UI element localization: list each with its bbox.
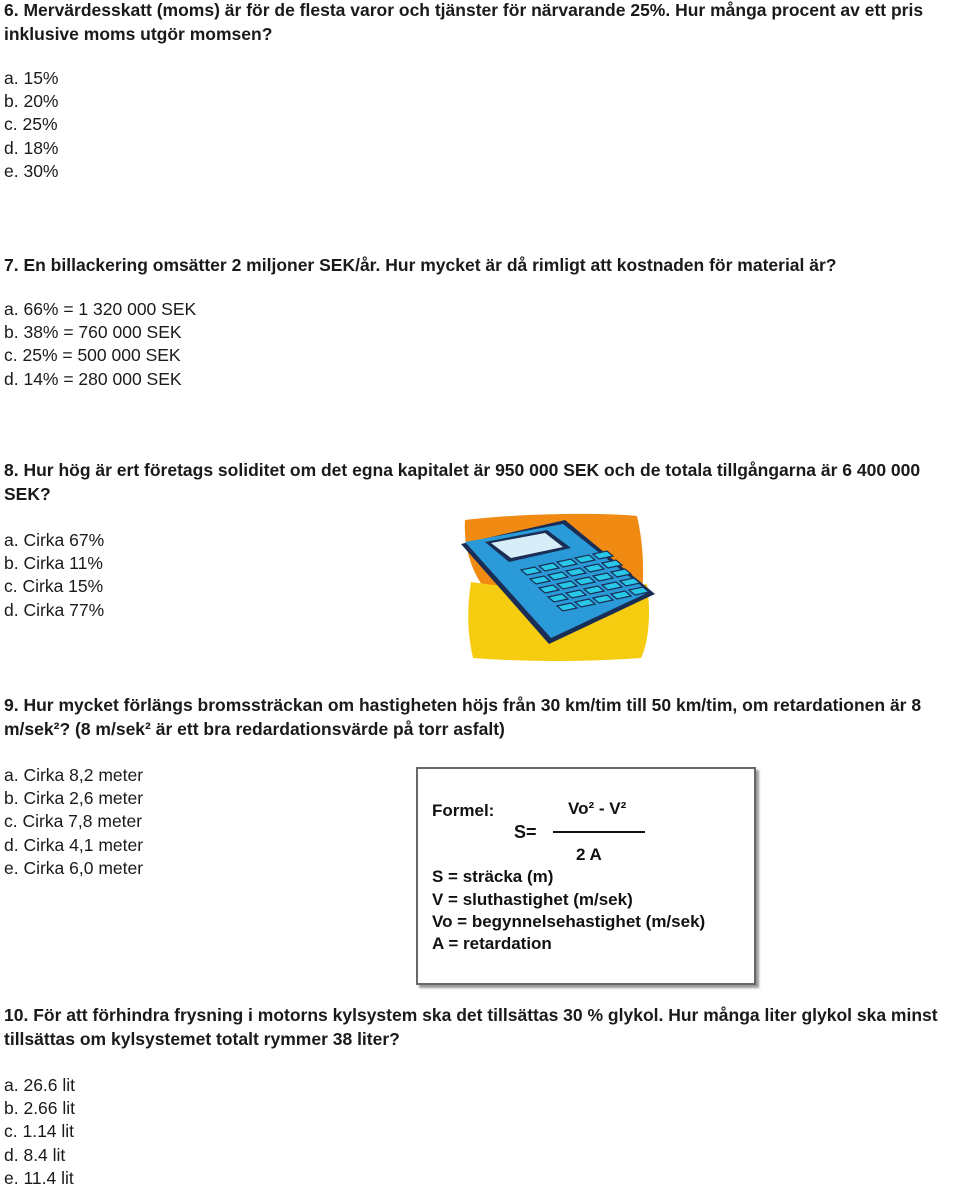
option-8d: d. Cirka 77% xyxy=(4,599,105,620)
formula-def-s: S = sträcka (m) xyxy=(432,867,554,886)
fraction-line xyxy=(553,831,645,833)
option-9e: e. Cirka 6,0 meter xyxy=(4,857,144,878)
question-9-options xyxy=(4,764,143,880)
formula-def-a: A = retardation xyxy=(432,934,552,953)
formula-numerator: Vo² - V² xyxy=(568,799,627,818)
option-6c: c. 25% xyxy=(4,114,58,135)
option-9b: b. Cirka 2,6 meter xyxy=(4,788,144,809)
option-6b: b. 20% xyxy=(4,91,59,112)
option-9d: d. Cirka 4,1 meter xyxy=(4,834,144,855)
option-10e: e. 11.4 lit xyxy=(4,1167,74,1188)
question-7-options xyxy=(4,298,196,391)
option-10b: b. 2.66 lit xyxy=(4,1098,76,1119)
formula-heading: Formel: xyxy=(432,801,495,820)
question-7-title: 7. En billackering omsätter 2 miljoner SEK/år. Hur mycket är då rimligt att kostnaden för material är? xyxy=(4,255,837,275)
question-8-title: 8. Hur hög är ert företags soliditet om det egna kapitalet är 950 000 SEK och de totala tillgångarna är 6 400 000 SEK? xyxy=(4,460,921,504)
option-10a: a. 26.6 lit xyxy=(4,1075,76,1095)
option-6d: d. 18% xyxy=(4,137,59,158)
option-8a: a. Cirka 67% xyxy=(4,530,105,550)
option-8b: b. Cirka 11% xyxy=(4,553,103,574)
question-6-options xyxy=(4,67,58,183)
option-7c: c. 25% = 500 000 SEK xyxy=(4,345,181,366)
question-6-title: 6. Mervärdesskatt (moms) är för de flesta varor och tjänster för närvarande 25%. Hur många procent av ett pris inklusive moms utgör momsen? xyxy=(4,0,924,44)
question-10-title: 10. För att förhindra frysning i motorns kylsystem ska det tillsättas 30 % glykol. Hur många liter glykol ska minst tillsättas om kylsystemet totalt rymmer 38 liter? xyxy=(4,1005,938,1049)
option-7d: d. 14% = 280 000 SEK xyxy=(4,368,182,389)
question-10-options xyxy=(4,1074,75,1190)
formula-box xyxy=(416,767,756,985)
option-7a: a. 66% = 1 320 000 SEK xyxy=(4,299,197,319)
option-10d: d. 8.4 lit xyxy=(4,1144,66,1165)
option-6a: a. 15% xyxy=(4,68,59,88)
option-10c: c. 1.14 lit xyxy=(4,1121,75,1142)
formula-def-v: V = sluthastighet (m/sek) xyxy=(432,890,633,909)
formula-def-vo: Vo = begynnelsehastighet (m/sek) xyxy=(432,912,706,931)
question-9-title: 9. Hur mycket förlängs bromssträckan om hastigheten höjs från 30 km/tim till 50 km/tim, om retardationen är 8 m/sek²? (8 m/sek² är ett bra redardationsvärde på torr asfalt) xyxy=(4,695,922,739)
formula-lhs: S= xyxy=(514,822,537,842)
option-6e: e. 30% xyxy=(4,160,59,181)
question-8-options xyxy=(4,529,104,622)
option-8c: c. Cirka 15% xyxy=(4,576,104,597)
option-9c: c. Cirka 7,8 meter xyxy=(4,811,143,832)
option-7b: b. 38% = 760 000 SEK xyxy=(4,322,182,343)
formula-denominator: 2 A xyxy=(576,845,602,864)
calculator-icon xyxy=(455,512,663,664)
option-9a: a. Cirka 8,2 meter xyxy=(4,765,144,785)
